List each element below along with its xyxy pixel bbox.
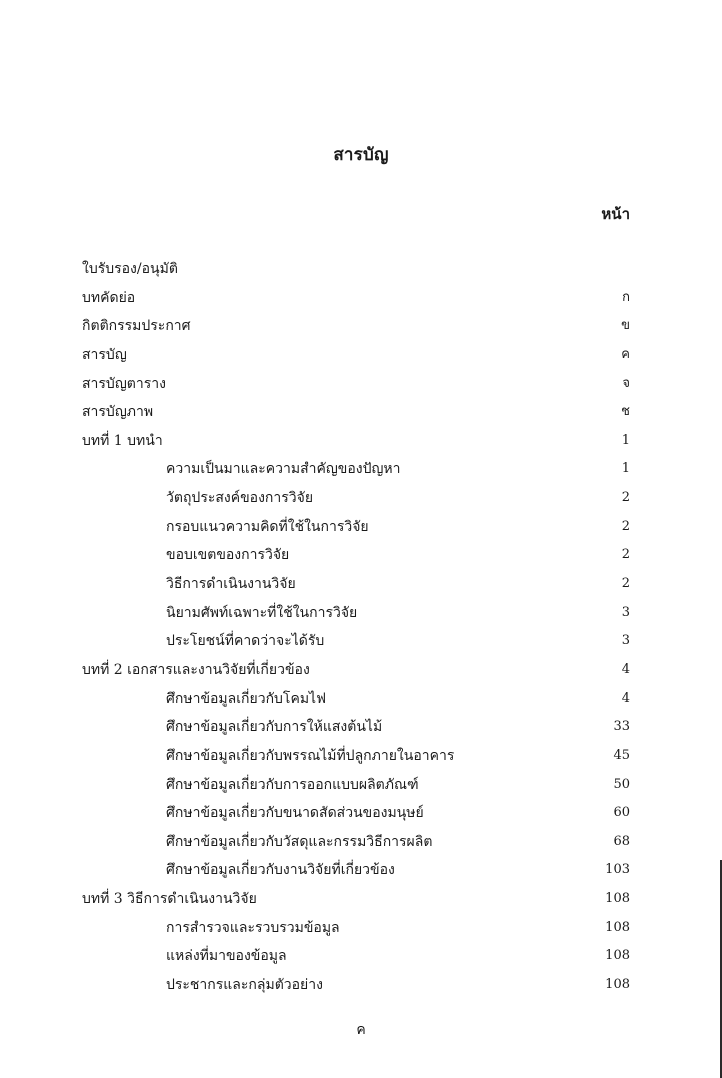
toc-entry-page: 3 <box>621 633 630 649</box>
toc-entry-page: 108 <box>605 919 630 935</box>
toc-entry-chapter <box>82 312 630 341</box>
toc-entry-section <box>82 942 630 971</box>
toc-entry-label: บทที่ 2 เอกสารและงานวิจัยที่เกี่ยวข้อง <box>82 661 310 678</box>
toc-entry-page: 1 <box>621 461 630 477</box>
toc-entry-label: ใบรับรอง/อนุมัติ <box>82 261 178 277</box>
page-title: สารบัญ <box>333 145 389 165</box>
toc-entry-page: 45 <box>613 747 630 763</box>
toc-entry-section <box>82 856 630 885</box>
toc-entry-section <box>82 828 630 857</box>
toc-entry-label: สารบัญตาราง <box>82 375 166 392</box>
toc-entry-section <box>82 799 630 828</box>
toc-entry-section <box>82 771 630 800</box>
toc-entry-page: 50 <box>613 776 630 792</box>
toc-entry-label: กรอบแนวความคิดที่ใช้ในการวิจัย <box>166 518 369 535</box>
toc-entry-section <box>82 627 630 656</box>
toc-entry-chapter <box>82 398 630 427</box>
toc-entry-page: 2 <box>621 547 630 563</box>
toc-entry-page: 2 <box>621 576 630 592</box>
toc-entry-page: 3 <box>621 604 630 620</box>
toc-entry-chapter <box>82 284 630 313</box>
toc-entry-chapter <box>82 885 630 914</box>
toc-entry-label: บทคัดย่อ <box>82 289 136 306</box>
toc-entry-page: ช <box>621 404 630 420</box>
toc-entry-page: 4 <box>621 661 630 677</box>
table-of-contents <box>82 255 630 1000</box>
toc-entry-page: ข <box>621 318 630 334</box>
toc-entry-chapter <box>82 427 630 456</box>
toc-entry-section <box>82 570 630 599</box>
toc-entry-chapter <box>82 341 630 370</box>
toc-entry-page: 4 <box>621 690 630 706</box>
toc-entry-label: ศึกษาข้อมูลเกี่ยวกับขนาดสัดส่วนของมนุษย์ <box>166 805 424 822</box>
toc-entry-page: 108 <box>605 948 630 964</box>
toc-entry-label: สารบัญภาพ <box>82 404 154 421</box>
toc-entry-section <box>82 513 630 542</box>
toc-entry-label: ประโยชน์ที่คาดว่าจะได้รับ <box>166 633 325 650</box>
toc-entry-label: กิตติกรรมประกาศ <box>82 318 191 335</box>
toc-entry-label: ขอบเขตของการวิจัย <box>166 547 290 564</box>
toc-entry-page: 103 <box>605 862 630 878</box>
toc-entry-section <box>82 971 630 1000</box>
toc-entry-page: 68 <box>613 833 630 849</box>
toc-entry-page: 108 <box>605 891 630 907</box>
toc-entry-page: 33 <box>613 719 630 735</box>
toc-entry-label: ศึกษาข้อมูลเกี่ยวกับพรรณไม้ที่ปลูกภายในอาคาร <box>166 747 455 764</box>
toc-entry-label: ศึกษาข้อมูลเกี่ยวกับวัสดุและกรรมวิธีการผลิต <box>166 833 433 850</box>
toc-entry-label: แหล่งที่มาของข้อมูล <box>166 948 287 965</box>
toc-entry-section <box>82 914 630 943</box>
toc-entry-label: สารบัญ <box>82 346 127 363</box>
toc-entry-chapter <box>82 370 630 399</box>
toc-entry-label: ความเป็นมาและความสำคัญของปัญหา <box>166 461 401 478</box>
toc-entry-section <box>82 713 630 742</box>
toc-entry-label: ศึกษาข้อมูลเกี่ยวกับโคมไฟ <box>166 690 326 707</box>
toc-entry-chapter <box>82 255 630 284</box>
toc-entry-page: 108 <box>605 977 630 993</box>
toc-entry-page: ค <box>621 346 630 362</box>
toc-entry-label: นิยามศัพท์เฉพาะที่ใช้ในการวิจัย <box>166 604 358 621</box>
toc-entry-label: ศึกษาข้อมูลเกี่ยวกับงานวิจัยที่เกี่ยวข้อง <box>166 862 395 879</box>
toc-entry-label: ศึกษาข้อมูลเกี่ยวกับการออกแบบผลิตภัณฑ์ <box>166 776 419 793</box>
toc-entry-label: วัตถุประสงค์ของการวิจัย <box>166 490 314 507</box>
toc-entry-section <box>82 685 630 714</box>
toc-entry-label: ประชากรและกลุ่มตัวอย่าง <box>166 977 323 994</box>
page-column-header: หน้า <box>601 205 630 223</box>
toc-entry-label: การสำรวจและรวบรวมข้อมูล <box>166 919 340 936</box>
toc-entry-section <box>82 541 630 570</box>
toc-entry-label: วิธีการดำเนินงานวิจัย <box>166 576 296 593</box>
toc-entry-page: 2 <box>621 518 630 534</box>
toc-entry-page: ก <box>622 289 630 305</box>
toc-entry-page: จ <box>622 375 630 391</box>
toc-entry-label: ศึกษาข้อมูลเกี่ยวกับการให้แสงต้นไม้ <box>166 719 383 736</box>
toc-entry-section <box>82 742 630 771</box>
toc-entry-section <box>82 455 630 484</box>
toc-entry-page: 2 <box>621 490 630 506</box>
toc-entry-section <box>82 484 630 513</box>
toc-entry-page: 60 <box>613 805 630 821</box>
toc-entry-label: บทที่ 1 บทนำ <box>82 432 163 449</box>
toc-entry-section <box>82 599 630 628</box>
footer-page-number: ค <box>356 1022 366 1038</box>
toc-entry-label: บทที่ 3 วิธีการดำเนินงานวิจัย <box>82 891 257 908</box>
toc-entry-page: 1 <box>621 432 630 448</box>
toc-entry-chapter <box>82 656 630 685</box>
